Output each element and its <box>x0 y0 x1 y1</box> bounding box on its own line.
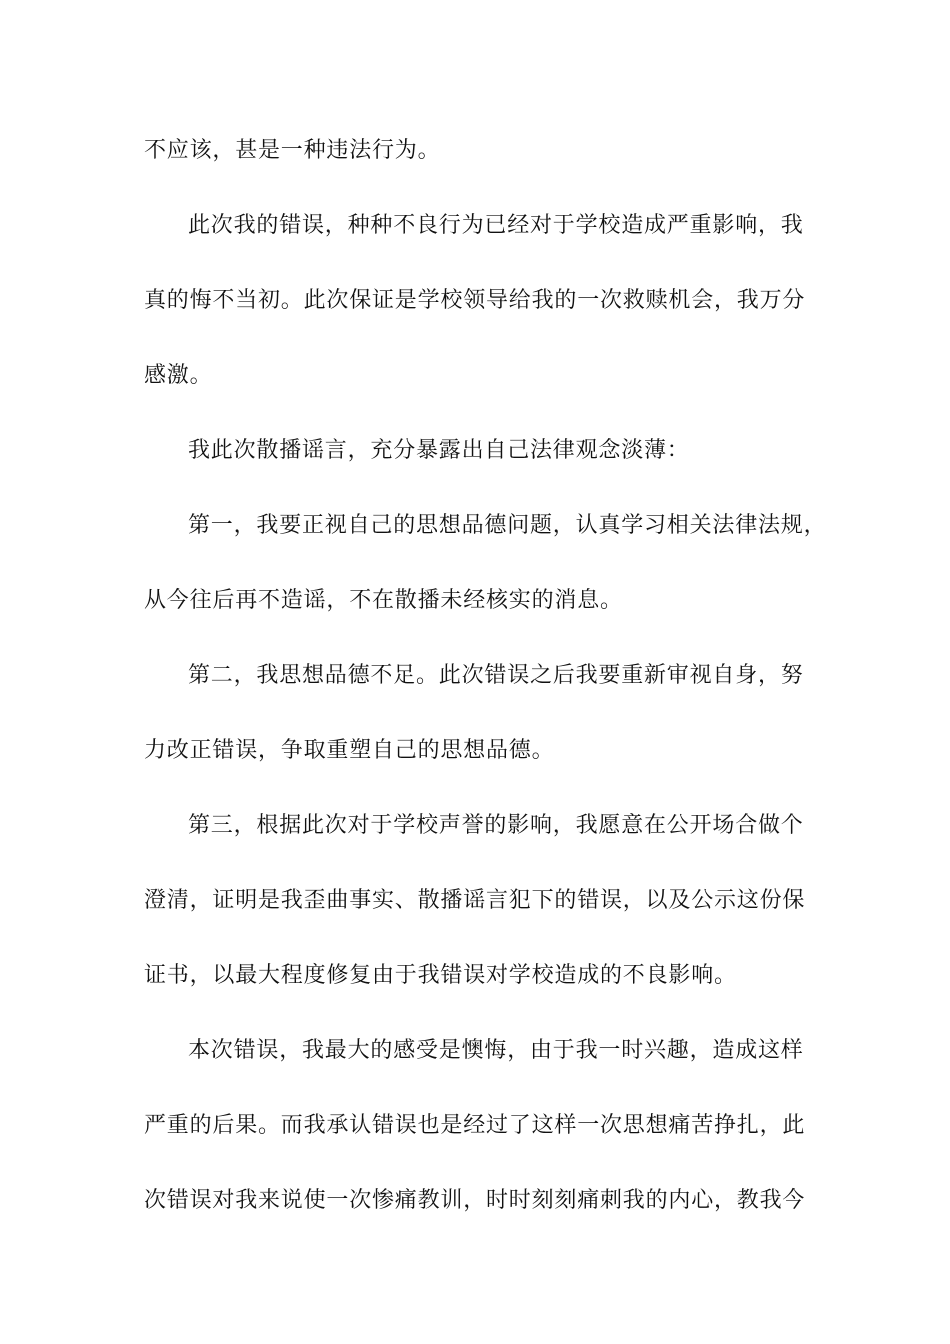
text-line: 从今往后再不造谣，不在散播未经核实的消息。 <box>144 588 623 613</box>
text-line: 证书，以最大程度修复由于我错误对学校造成的不良影响。 <box>144 963 737 988</box>
paragraph-start-line: 第二，我思想品德不足。此次错误之后我要重新审视自身，努 <box>188 663 804 688</box>
text-line: 感激。 <box>144 363 213 388</box>
text-line: 真的悔不当初。此次保证是学校领导给我的一次救赎机会，我万分 <box>144 288 806 313</box>
text-line: 次错误对我来说使一次惨痛教训，时时刻刻痛刺我的内心，教我今 <box>144 1188 806 1213</box>
text-line: 严重的后果。而我承认错误也是经过了这样一次思想痛苦挣扎，此 <box>144 1113 806 1138</box>
paragraph-start-line: 本次错误，我最大的感受是懊悔，由于我一时兴趣，造成这样 <box>188 1038 804 1063</box>
paragraph-start-line: 第三，根据此次对于学校声誉的影响，我愿意在公开场合做个 <box>188 813 804 838</box>
paragraph-start-line: 我此次散播谣言，充分暴露出自己法律观念淡薄： <box>188 438 690 463</box>
paragraph-start-line: 第一，我要正视自己的思想品德问题，认真学习相关法律法规， <box>188 513 827 538</box>
text-line: 力改正错误，争取重塑自己的思想品德。 <box>144 738 555 763</box>
text-line: 不应该，甚是一种违法行为。 <box>144 138 441 163</box>
paragraph-start-line: 此次我的错误，种种不良行为已经对于学校造成严重影响，我 <box>188 213 804 238</box>
text-line: 澄清，证明是我歪曲事实、散播谣言犯下的错误，以及公示这份保 <box>144 888 806 913</box>
